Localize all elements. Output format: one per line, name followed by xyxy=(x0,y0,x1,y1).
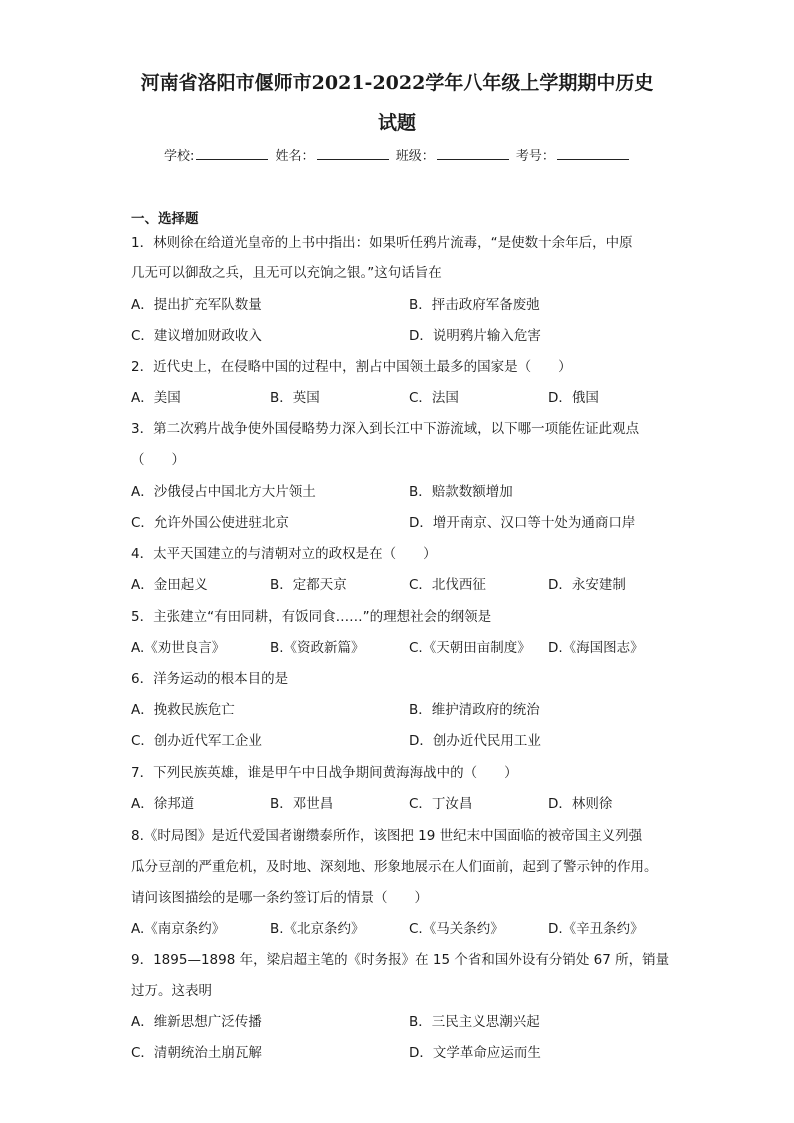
q6-option-c[interactable]: C．创办近代军工企业 xyxy=(131,733,262,749)
question-1-line-2: 几无可以御敌之兵，且无可以充饷之银。”这句话旨在 xyxy=(131,265,442,281)
number-blank[interactable] xyxy=(557,146,629,160)
question-3-line-2: （ ） xyxy=(131,452,185,468)
q6-option-d[interactable]: D．创办近代民用工业 xyxy=(409,733,541,749)
q8-option-d[interactable]: D.《辛丑条约》 xyxy=(548,921,644,937)
question-7-line-1: 7．下列民族英雄，谁是甲午中日战争期间黄海海战中的（ ） xyxy=(131,765,518,781)
class-blank[interactable] xyxy=(437,146,509,160)
q8-option-a[interactable]: A.《南京条约》 xyxy=(131,921,226,937)
title-line-1: 河南省洛阳市偃师市2021-2022学年八年级上学期期中历史 xyxy=(140,72,654,94)
student-info-row xyxy=(164,146,632,166)
q7-option-a[interactable]: A．徐邦道 xyxy=(131,796,195,812)
q9-option-c[interactable]: C．清朝统治土崩瓦解 xyxy=(131,1045,262,1061)
q9-option-a[interactable]: A．维新思想广泛传播 xyxy=(131,1014,262,1030)
q5-option-d[interactable]: D.《海国图志》 xyxy=(548,640,644,656)
q1-option-c[interactable]: C．建议增加财政收入 xyxy=(131,328,262,344)
q7-option-c[interactable]: C．丁汝昌 xyxy=(409,796,473,812)
question-1-line-1: 1．林则徐在给道光皇帝的上书中指出：如果听任鸦片流毒，“是使数十余年后，中原 xyxy=(131,235,633,251)
q3-option-a[interactable]: A．沙俄侵占中国北方大片领土 xyxy=(131,484,316,500)
q2-option-c[interactable]: C．法国 xyxy=(409,390,459,406)
q4-option-d[interactable]: D．永安建制 xyxy=(548,577,626,593)
question-8-line-3: 请问该图描绘的是哪一条约签订后的情景（ ） xyxy=(131,890,428,906)
question-9-line-2: 过万。这表明 xyxy=(131,983,212,999)
school-blank[interactable] xyxy=(196,146,268,160)
q5-option-b[interactable]: B.《资政新篇》 xyxy=(270,640,365,656)
q4-option-a[interactable]: A．金田起义 xyxy=(131,577,208,593)
q5-option-c[interactable]: C.《天朝田亩制度》 xyxy=(409,640,531,656)
q5-option-a[interactable]: A.《劝世良言》 xyxy=(131,640,226,656)
q3-option-d[interactable]: D．增开南京、汉口等十处为通商口岸 xyxy=(409,515,636,531)
q2-option-b[interactable]: B．英国 xyxy=(270,390,320,406)
q4-option-c[interactable]: C．北伐西征 xyxy=(409,577,486,593)
q2-option-d[interactable]: D．俄国 xyxy=(548,390,599,406)
class-label: 班级： xyxy=(395,149,435,164)
question-8-line-1: 8.《时局图》是近代爱国者谢缵泰所作，该图把 19 世纪末中国面临的被帝国主义列强 xyxy=(131,828,643,844)
q1-option-a[interactable]: A．提出扩充军队数量 xyxy=(131,297,262,313)
school-label: 学校: xyxy=(164,149,195,164)
q8-option-c[interactable]: C.《马关条约》 xyxy=(409,921,504,937)
question-6-line-1: 6．洋务运动的根本目的是 xyxy=(131,671,289,687)
name-label: 姓名： xyxy=(275,149,315,164)
q8-option-b[interactable]: B.《北京条约》 xyxy=(270,921,365,937)
name-blank[interactable] xyxy=(317,146,389,160)
question-9-line-1: 9．1895—1898 年，梁启超主笔的《时务报》在 15 个省和国外设有分销处 67 所，销量 xyxy=(131,952,670,968)
number-label: 考号： xyxy=(515,149,555,164)
q9-option-b[interactable]: B．三民主义思潮兴起 xyxy=(409,1014,540,1030)
q6-option-b[interactable]: B．维护清政府的统治 xyxy=(409,702,540,718)
q2-option-a[interactable]: A．美国 xyxy=(131,390,181,406)
q1-option-d[interactable]: D．说明鸦片输入危害 xyxy=(409,328,541,344)
q1-option-b[interactable]: B．抨击政府军备废弛 xyxy=(409,297,540,313)
q7-option-b[interactable]: B．邓世昌 xyxy=(270,796,334,812)
q3-option-c[interactable]: C．允许外国公使进驻北京 xyxy=(131,515,289,531)
q4-option-b[interactable]: B．定都天京 xyxy=(270,577,347,593)
section-title: 一、选择题 xyxy=(131,211,199,227)
title-line-2: 试题 xyxy=(377,112,416,134)
q6-option-a[interactable]: A．挽救民族危亡 xyxy=(131,702,235,718)
question-2-line-1: 2．近代史上，在侵略中国的过程中，割占中国领土最多的国家是（ ） xyxy=(131,359,572,375)
question-8-line-2: 瓜分豆剖的严重危机，及时地、深刻地、形象地展示在人们面前，起到了警示钟的作用。 xyxy=(131,859,658,875)
question-4-line-1: 4．太平天国建立的与清朝对立的政权是在（ ） xyxy=(131,546,437,562)
q9-option-d[interactable]: D．文学革命应运而生 xyxy=(409,1045,541,1061)
q3-option-b[interactable]: B．赔款数额增加 xyxy=(409,484,513,500)
question-5-line-1: 5．主张建立“有田同耕，有饭同食……”的理想社会的纲领是 xyxy=(131,609,492,625)
q7-option-d[interactable]: D．林则徐 xyxy=(548,796,613,812)
question-3-line-1: 3．第二次鸦片战争使外国侵略势力深入到长江中下游流域，以下哪一项能佐证此观点 xyxy=(131,421,640,437)
